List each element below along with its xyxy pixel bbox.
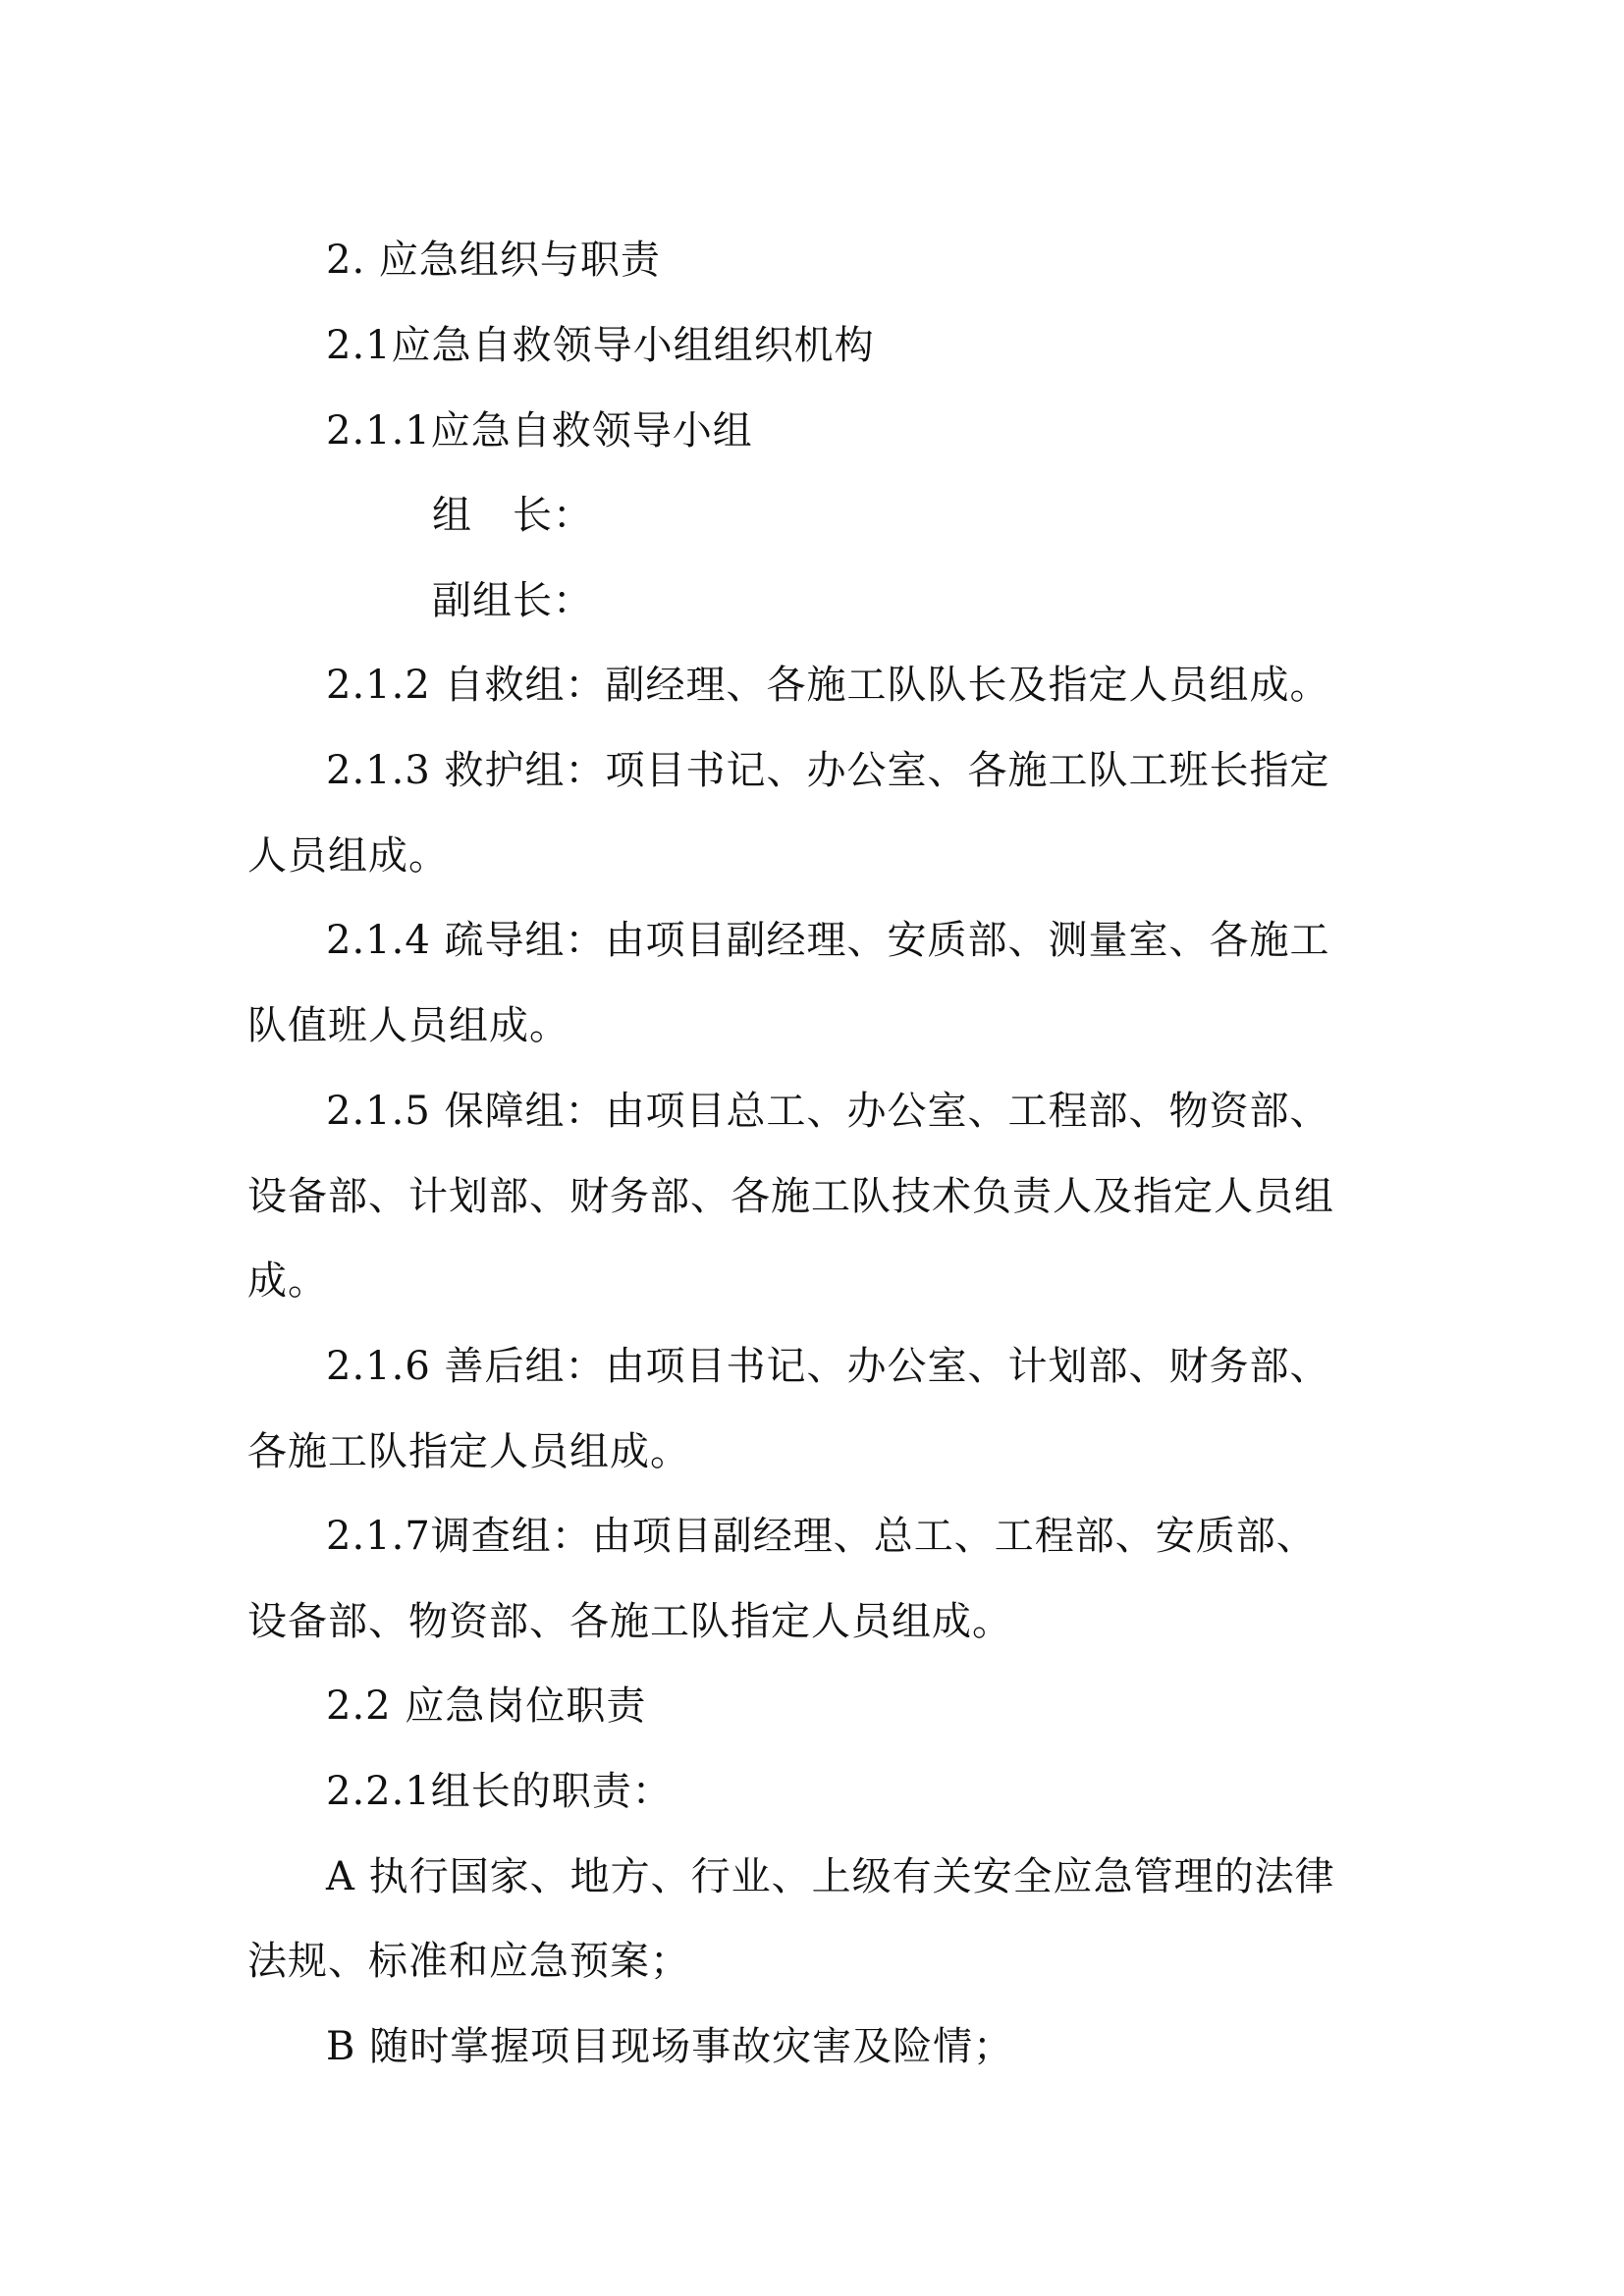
paragraph-2-1-2: 2.1.2 自救组：副经理、各施工队队长及指定人员组成。 xyxy=(326,663,1330,708)
paragraph-2-1-5-cont: 设备部、计划部、财务部、各施工队技术负责人及指定人员组 xyxy=(247,1174,1334,1219)
paragraph-2-1-4: 2.1.4 疏导组：由项目副经理、安质部、测量室、各施工 xyxy=(326,918,1330,963)
heading-2-2-1: 2.2.1组长的职责： xyxy=(326,1769,673,1814)
paragraph-2-1-3-cont: 人员组成。 xyxy=(247,833,449,879)
duty-item-a: A 执行国家、地方、行业、上级有关安全应急管理的法律 xyxy=(326,1854,1335,1899)
heading-2: 2. 应急组织与职责 xyxy=(326,238,661,283)
paragraph-2-1-7: 2.1.7调查组：由项目副经理、总工、工程部、安质部、 xyxy=(326,1514,1317,1559)
heading-2-1: 2.1应急自救领导小组组织机构 xyxy=(326,323,875,368)
team-leader-label: 组 长： xyxy=(432,493,593,538)
paragraph-2-1-3: 2.1.3 救护组：项目书记、办公室、各施工队工班长指定 xyxy=(326,748,1330,793)
duty-item-b: B 随时掌握项目现场事故灾害及险情； xyxy=(326,2024,1014,2069)
heading-2-1-1: 2.1.1应急自救领导小组 xyxy=(326,408,753,454)
duty-item-a-cont: 法规、标准和应急预案； xyxy=(247,1939,690,1984)
paragraph-2-1-6: 2.1.6 善后组：由项目书记、办公室、计划部、财务部、 xyxy=(326,1344,1330,1389)
paragraph-2-1-4-cont: 队值班人员组成。 xyxy=(247,1003,569,1048)
deputy-leader-label: 副组长： xyxy=(432,578,593,623)
heading-2-2: 2.2 应急岗位职责 xyxy=(326,1683,647,1729)
paragraph-2-1-6-cont: 各施工队指定人员组成。 xyxy=(247,1429,690,1474)
paragraph-2-1-7-cont: 设备部、物资部、各施工队指定人员组成。 xyxy=(247,1599,1012,1644)
paragraph-2-1-5-end: 成。 xyxy=(247,1258,328,1304)
paragraph-2-1-5: 2.1.5 保障组：由项目总工、办公室、工程部、物资部、 xyxy=(326,1089,1330,1134)
